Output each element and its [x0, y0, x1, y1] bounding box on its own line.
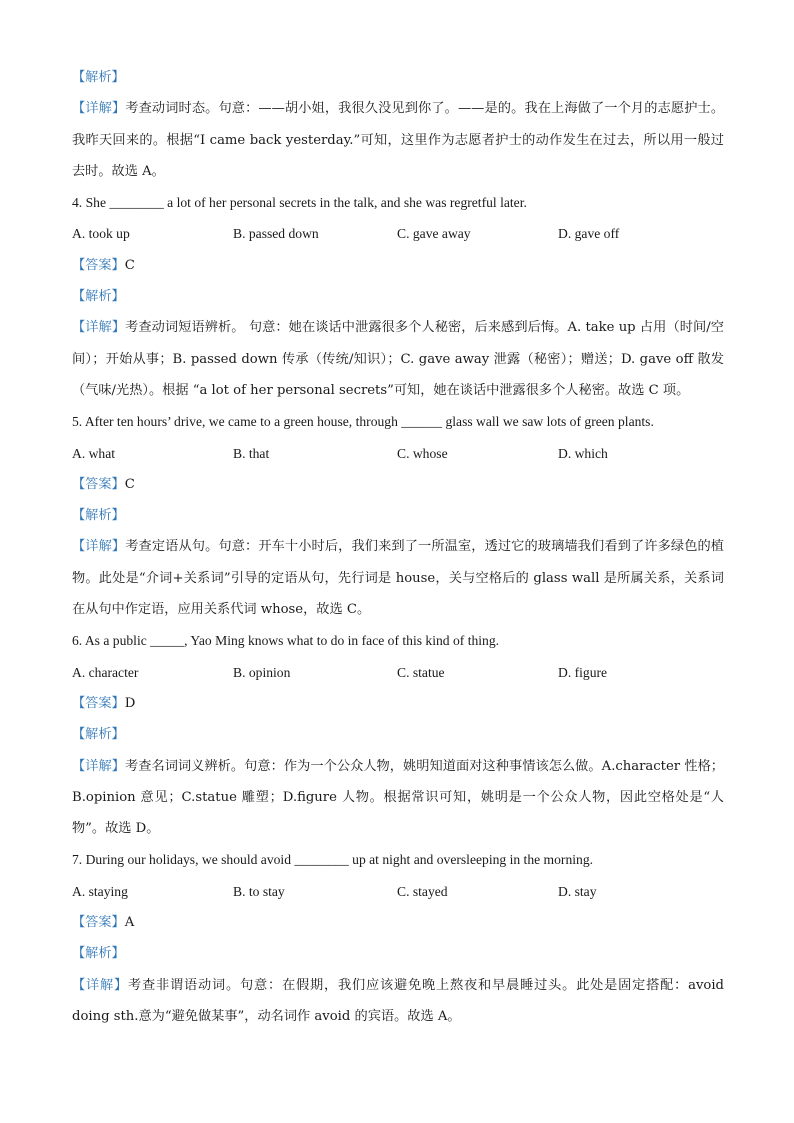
- answer-label: 【答案】: [72, 695, 125, 711]
- detail-paragraph: [72, 970, 724, 1033]
- analysis-label: 【解析】: [72, 289, 125, 305]
- detail-paragraph: [72, 751, 724, 845]
- option-d: D. which: [558, 445, 608, 461]
- option-c: C. whose: [397, 445, 448, 461]
- detail-paragraph: [72, 312, 724, 406]
- answer-line: [72, 907, 724, 938]
- option-d: D. stay: [558, 883, 597, 899]
- answer-value: D: [124, 695, 136, 711]
- answer-label: 【答案】: [72, 476, 125, 492]
- answer-label: 【答案】: [72, 915, 125, 931]
- detail-text: 考查定语从句。句意：开车十小时后，我们来到了一所温室，透过它的玻璃墙我们看到了许多绿色的植物。此处是“介词+关系词”引导的定语从句，先行词是 house，关与空格后的 glass wall 是所属关系，关系词在从句中作定语，应用关系代词 whose，故选 C。: [72, 539, 724, 618]
- answer-line: [72, 688, 724, 719]
- detail-text: 考查动词短语辨析。 句意：她在谈话中泄露很多个人秘密，后来感到后悔。A. take up 占用（时间/空间）；开始从事；B. passed down 传承（传统/知识）；C. gave away 泄露（秘密）；赠送；D. gave off 散发（气味/光热）。根据 “a lot of her personal secrets”可知，她在谈话中泄露很多个人秘密。故选 C 项。: [72, 320, 724, 398]
- question-stem: 7. During our holidays, we should avoid ________ up at night and oversleeping in the morning.: [72, 852, 594, 868]
- detail-label: 【详解】: [72, 977, 129, 993]
- detail-text: 考查动词时态。句意：——胡小姐，我很久没见到你了。——是的。我在上海做了一个月的志愿护士。我昨天回来的。根据“I came back yesterday.”可知，这里作为志愿者护士的动作发生在过去，所以用一般过去时。故选 A。: [72, 101, 725, 179]
- answer-value: C: [124, 476, 135, 492]
- detail-text: 考查名词词义辨析。句意：作为一个公众人物，姚明知道面对这种事情该怎么做。A.character 性格；B.opinion 意见；C.statue 雕塑；D.figure 人物。根据常识可知，姚明是一个公众人物，因此空格处是“人物”。故选 D。: [72, 758, 724, 837]
- option-a: A. what: [72, 445, 116, 461]
- question-stem: 6. As a public _____, Yao Ming knows what to do in face of this kind of thing.: [72, 633, 500, 649]
- answer-value: A: [124, 915, 135, 931]
- option-c: C. gave away: [397, 226, 471, 242]
- options-row: [72, 876, 724, 907]
- option-d: D. gave off: [558, 226, 620, 242]
- options-row: [72, 218, 724, 249]
- page-content: [72, 62, 724, 1032]
- question-stem: 4. She ________ a lot of her personal secrets in the talk, and she was regretful later.: [72, 195, 527, 211]
- question-stem: 5. After ten hours’ drive, we came to a green house, through ______ glass wall we saw lots of green plants.: [72, 414, 654, 430]
- analysis-label: 【解析】: [72, 508, 125, 524]
- detail-label: 【详解】: [72, 539, 126, 555]
- option-a: A. staying: [72, 883, 128, 899]
- answer-line: [72, 250, 724, 281]
- option-b: B. that: [233, 445, 270, 461]
- option-d: D. figure: [558, 664, 608, 680]
- detail-label: 【详解】: [72, 320, 126, 336]
- option-a: A. character: [72, 664, 139, 680]
- analysis-label: 【解析】: [72, 70, 125, 85]
- detail-paragraph: [72, 531, 724, 625]
- answer-value: C: [124, 257, 135, 273]
- analysis-label: 【解析】: [72, 946, 125, 962]
- detail-paragraph: [72, 93, 724, 187]
- options-row: [72, 657, 724, 688]
- detail-text: 考查非谓语动词。句意：在假期，我们应该避免晚上熬夜和早晨睡过头。此处是固定搭配：avoid doing sth.意为“避免做某事”，动名词作 avoid 的宾语。故选 A。: [72, 977, 724, 1024]
- detail-label: 【详解】: [72, 101, 126, 117]
- option-b: B. opinion: [233, 664, 291, 680]
- answer-label: 【答案】: [72, 257, 125, 273]
- option-b: B. to stay: [233, 883, 285, 899]
- option-c: C. stayed: [397, 883, 448, 899]
- detail-label: 【详解】: [72, 758, 125, 774]
- option-c: C. statue: [397, 664, 445, 680]
- option-b: B. passed down: [233, 226, 319, 242]
- answer-line: [72, 469, 724, 500]
- option-a: A. took up: [72, 226, 130, 242]
- options-row: [72, 438, 724, 469]
- analysis-label: 【解析】: [72, 727, 125, 743]
